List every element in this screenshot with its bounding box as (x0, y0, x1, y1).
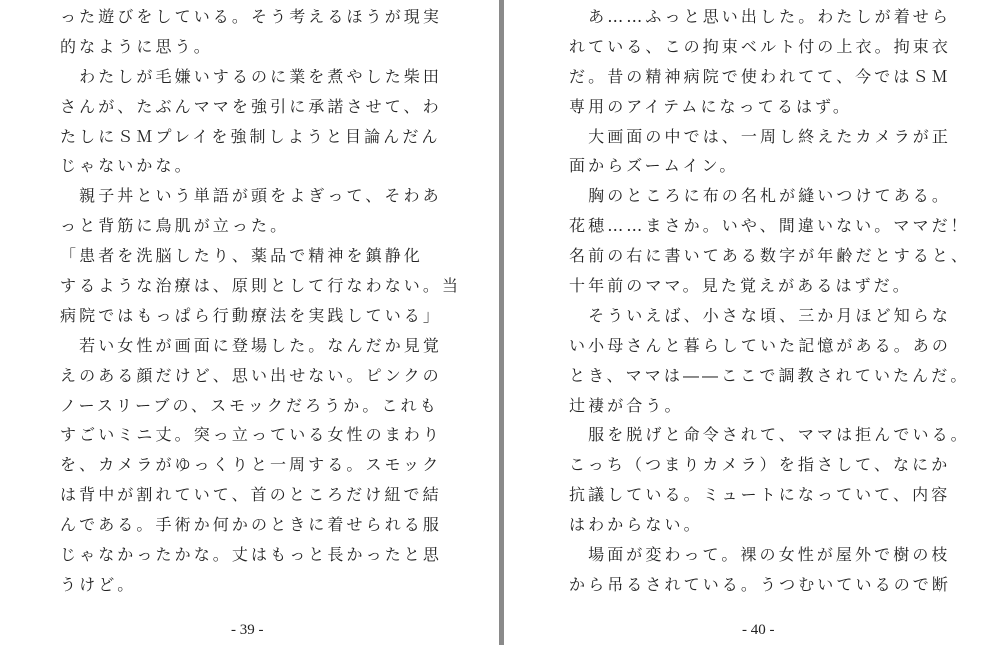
text-line: たしにＳＭプレイを強制しようと目論んだん (60, 126, 441, 146)
left-page-text (60, 2, 461, 600)
right-page (505, 0, 1000, 645)
text-line: 抗議している。ミュートになっていて、内容 (569, 485, 951, 505)
text-line: とき、ママは――ここで調教されていたんだ。 (569, 365, 970, 385)
text-line: 場面が変わって。裸の女性が屋外で樹の枝 (569, 545, 951, 565)
text-line: 服を脱げと命令されて、ママは拒んでいる。 (569, 425, 970, 445)
text-line: 的なように思う。 (60, 36, 213, 56)
text-line: わたしが毛嫌いするのに業を煮やした柴田 (60, 66, 443, 86)
text-line: から吊るされている。うつむいているので断 (569, 574, 952, 594)
text-line: は背中が割れていて、首のところだけ紐で結 (60, 485, 442, 505)
text-line: こっち（つまりカメラ）を指さして、なにか (569, 455, 951, 475)
text-line: すごいミニ丈。突っ立っている女性のまわり (60, 425, 443, 445)
page-number-right: - 40 - (742, 622, 775, 638)
right-page-text (569, 2, 970, 600)
text-line: った遊びをしている。そう考えるほうが現実 (60, 7, 443, 26)
text-line: じゃなかったかな。丈はもっと長かったと思 (60, 545, 443, 565)
text-line: ノースリーブの、スモックだろうか。これも (60, 395, 439, 415)
text-line: 面からズームイン。 (569, 156, 739, 176)
text-line: はわからない。 (569, 515, 703, 535)
text-line: そういえば、小さな頃、三か月ほど知らな (569, 305, 952, 325)
text-line: 大画面の中では、一周し終えたカメラが正 (569, 126, 952, 146)
text-line: っと背筋に鳥肌が立った。 (60, 216, 290, 236)
text-line: 名前の右に書いてある数字が年齢だとすると、 (569, 246, 971, 266)
text-line: さんが、たぶんママを強引に承諾させて、わ (60, 96, 442, 116)
text-line: 専用のアイテムになってるはず。 (569, 96, 852, 116)
text-line: 辻褄が合う。 (569, 395, 684, 415)
text-line: れている、この拘束ベルト付の上衣。拘束衣 (569, 36, 952, 56)
text-line: うけど。 (60, 574, 137, 594)
text-line: えのある顔だけど、思い出せない。ピンクの (60, 365, 442, 385)
text-line: 親子丼という単語が頭をよぎって、そわあ (60, 186, 442, 206)
text-line: するような治療は、原則として行なわない。当 (60, 276, 462, 296)
page-number-left: - 39 - (231, 622, 264, 638)
text-line: じゃないかな。 (60, 156, 194, 176)
text-line: い小母さんと暮らしていた記憶がある。あの (569, 335, 952, 355)
text-line: だ。昔の精神病院で使われてて、今ではＳＭ (569, 66, 951, 86)
text-line: 病院ではもっぱら行動療法を実践している」 (60, 305, 443, 325)
page-gutter-divider (499, 0, 504, 645)
text-line: あ……ふっと思い出した。わたしが着せら (569, 7, 952, 26)
text-line: を、カメラがゆっくりと一周する。スモック (60, 455, 442, 475)
text-line: 「患者を洗脳したり、薬品で精神を鎮静化 (60, 246, 423, 266)
text-line: んである。手術か何かのときに着せられる服 (60, 515, 443, 535)
left-page (0, 0, 499, 645)
text-line: 十年前のママ。見た覚えがあるはずだ。 (569, 276, 912, 296)
text-line: 若い女性が画面に登場した。なんだか見覚 (60, 335, 443, 355)
text-line: 花穂……まさか。いや、間違いない。ママだ！ (569, 216, 970, 236)
text-line: 胸のところに布の名札が縫いつけてある。 (569, 186, 952, 206)
